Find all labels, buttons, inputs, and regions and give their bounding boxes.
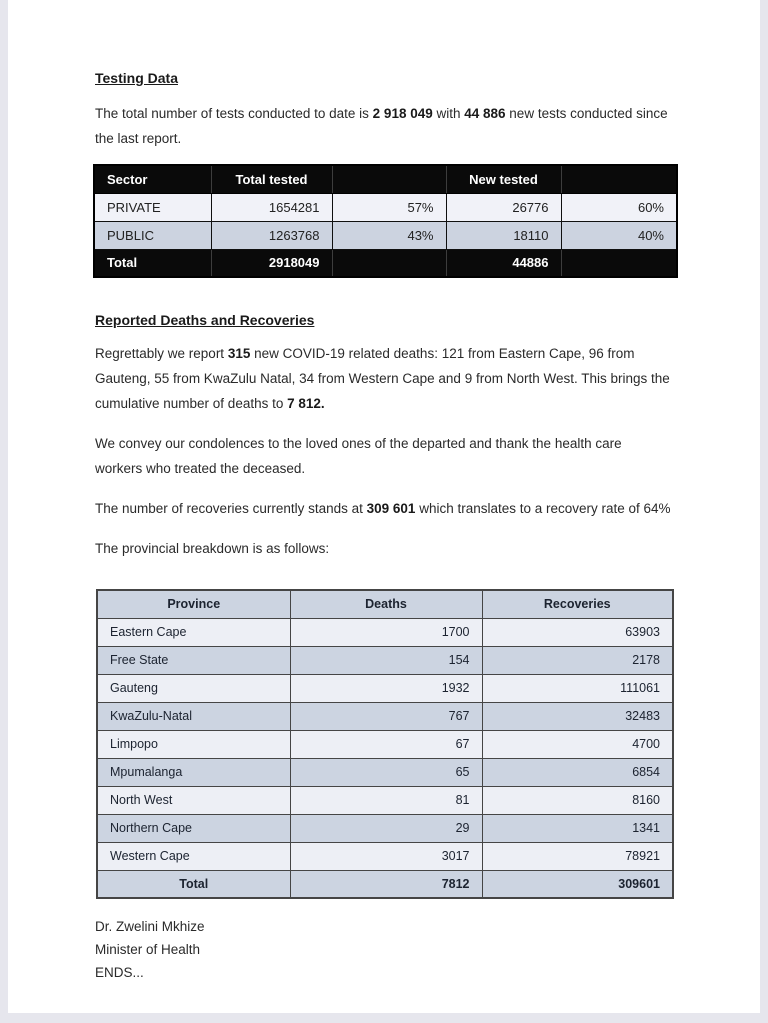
cell-recoveries: 8160: [482, 786, 673, 814]
cell-recoveries: 78921: [482, 842, 673, 870]
header-cell-blank: [332, 165, 446, 193]
testing-table: [93, 164, 678, 278]
signature-name: Dr. Zwelini Mkhize: [95, 919, 205, 934]
cell-sector: PUBLIC: [94, 221, 211, 249]
cell-deaths: 3017: [290, 842, 482, 870]
cell-total-pct: 57%: [332, 193, 446, 221]
table-row-mpumalanga: [97, 758, 673, 786]
cell-province: Northern Cape: [97, 814, 290, 842]
provincial-breakdown-table: [96, 589, 674, 899]
cell-total-pct: 43%: [332, 221, 446, 249]
cell-recoveries: 32483: [482, 702, 673, 730]
signature-block: [95, 915, 760, 984]
cell-sector: PRIVATE: [94, 193, 211, 221]
province-table-header-row: [97, 590, 673, 618]
table-row-free-state: [97, 646, 673, 674]
cell-recoveries: 4700: [482, 730, 673, 758]
cell-new-pct: 60%: [561, 193, 677, 221]
cell-total-label: Total: [97, 870, 290, 898]
table-row-northern-cape: [97, 814, 673, 842]
table-row-eastern-cape: [97, 618, 673, 646]
header-cell-deaths: Deaths: [290, 590, 482, 618]
testing-intro-paragraph: The total number of tests conducted to date is 2 918 049 with 44 886 new tests conducted since the last report.: [95, 106, 668, 146]
cell-deaths: 1932: [290, 674, 482, 702]
cell-new-tested: 18110: [446, 221, 561, 249]
table-row-limpopo: [97, 730, 673, 758]
cell-deaths: 29: [290, 814, 482, 842]
cell-new-tested: 26776: [446, 193, 561, 221]
table-row-total: [94, 249, 677, 277]
cell-province: Mpumalanga: [97, 758, 290, 786]
signature-title: Minister of Health: [95, 942, 201, 957]
cell-recoveries: 63903: [482, 618, 673, 646]
table-row-public: [94, 221, 677, 249]
cell-recoveries: 1341: [482, 814, 673, 842]
table-row-total: [97, 870, 673, 898]
cell-total-tested: 1263768: [211, 221, 332, 249]
cell-new-pct: 40%: [561, 221, 677, 249]
breakdown-intro-paragraph: The provincial breakdown is as follows:: [95, 541, 330, 556]
cell-deaths: 65: [290, 758, 482, 786]
cell-deaths: 81: [290, 786, 482, 814]
cell-province: Gauteng: [97, 674, 290, 702]
header-cell-new-tested: New tested: [446, 165, 561, 193]
cell-recoveries: 2178: [482, 646, 673, 674]
cell-total-label: Total: [94, 249, 211, 277]
deaths-recoveries-heading: Reported Deaths and Recoveries: [95, 312, 315, 328]
cell-province: Western Cape: [97, 842, 290, 870]
table-row-western-cape: [97, 842, 673, 870]
table-row-private: [94, 193, 677, 221]
testing-data-heading: Testing Data: [95, 70, 178, 86]
cell-recoveries-total: 309601: [482, 870, 673, 898]
table-row-gauteng: [97, 674, 673, 702]
header-cell-total-tested: Total tested: [211, 165, 332, 193]
cell-recoveries: 6854: [482, 758, 673, 786]
cell-blank: [561, 249, 677, 277]
header-cell-province: Province: [97, 590, 290, 618]
table-row-kwazulu-natal: [97, 702, 673, 730]
cell-deaths: 1700: [290, 618, 482, 646]
cell-province: Limpopo: [97, 730, 290, 758]
cell-new-tested-total: 44886: [446, 249, 561, 277]
recoveries-paragraph: The number of recoveries currently stands at 309 601 which translates to a recovery rate of 64%: [95, 501, 671, 516]
cell-deaths: 67: [290, 730, 482, 758]
cell-total-tested-total: 2918049: [211, 249, 332, 277]
cell-province: Eastern Cape: [97, 618, 290, 646]
cell-total-tested: 1654281: [211, 193, 332, 221]
cell-province: Free State: [97, 646, 290, 674]
cell-recoveries: 111061: [482, 674, 673, 702]
header-cell-sector: Sector: [94, 165, 211, 193]
cell-deaths: 154: [290, 646, 482, 674]
condolences-paragraph: We convey our condolences to the loved ones of the departed and thank the health care workers who treated the deceased.: [95, 436, 622, 476]
document-page: [8, 0, 760, 1013]
document-content: [8, 0, 760, 984]
table-row-north-west: [97, 786, 673, 814]
cell-blank: [332, 249, 446, 277]
testing-table-header-row: [94, 165, 677, 193]
cell-deaths-total: 7812: [290, 870, 482, 898]
header-cell-blank: [561, 165, 677, 193]
deaths-paragraph: Regrettably we report 315 new COVID-19 related deaths: 121 from Eastern Cape, 96 from Gauteng, 55 from KwaZulu Natal, 34 from Western Cape and 9 from North West. This brings the cumulative number of deaths to 7 812.: [95, 346, 670, 411]
ends-marker: ENDS...: [95, 965, 144, 980]
cell-deaths: 767: [290, 702, 482, 730]
cell-province: KwaZulu-Natal: [97, 702, 290, 730]
header-cell-recoveries: Recoveries: [482, 590, 673, 618]
cell-province: North West: [97, 786, 290, 814]
